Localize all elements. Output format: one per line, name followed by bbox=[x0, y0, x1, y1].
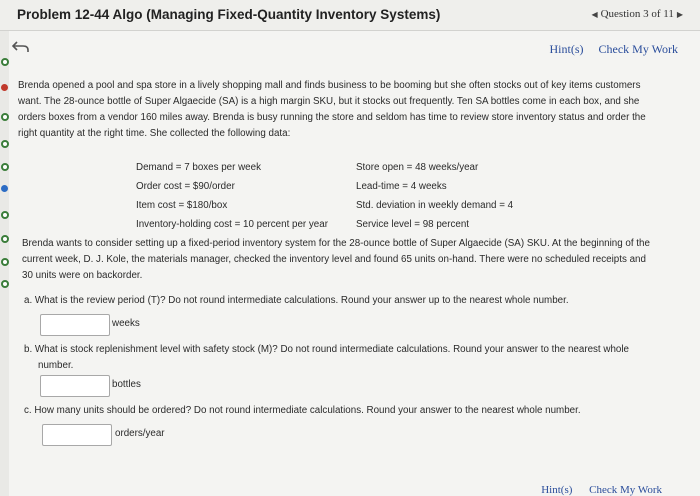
question-counter: Question 3 of 11 bbox=[600, 8, 674, 20]
left-progress-bar bbox=[0, 0, 9, 496]
prev-question-icon[interactable]: ◀ bbox=[591, 10, 598, 19]
status-dot bbox=[1, 140, 9, 148]
scenario-line: Brenda wants to consider setting up a fixed-period inventory system for the 28-ounce bottle of Super Algaecide (SA) SKU. At the beginning of the bbox=[22, 238, 650, 249]
status-dot bbox=[1, 58, 9, 66]
intro-paragraph bbox=[18, 78, 690, 142]
data-item: Demand = 7 boxes per week bbox=[136, 162, 261, 173]
scenario-line: 30 units were on backorder. bbox=[22, 270, 143, 281]
page-title: Problem 12-44 Algo (Managing Fixed-Quantity Inventory Systems) bbox=[17, 7, 441, 22]
intro-line: want. The 28-ounce bottle of Super Algaecide (SA) is a high margin SKU, but it stocks out frequently. Ten SA bottles come in each box, and she bbox=[18, 96, 640, 107]
intro-line: right quantity at the right time. She collected the following data: bbox=[18, 128, 291, 139]
question-b bbox=[24, 342, 629, 374]
data-item: Item cost = $180/box bbox=[136, 200, 228, 211]
answer-b-unit: bottles bbox=[112, 379, 141, 390]
data-item: Lead-time = 4 weeks bbox=[356, 181, 447, 192]
question-a: a. What is the review period (T)? Do not round intermediate calculations. Round your answer up to the nearest whole number. bbox=[24, 295, 569, 306]
question-b-line: b. What is stock replenishment level with safety stock (M)? Do not round intermediate calculations. Round your answer to the nearest whole bbox=[24, 344, 629, 355]
scenario-paragraph bbox=[22, 236, 686, 284]
data-item: Store open = 48 weeks/year bbox=[356, 162, 479, 173]
data-column-right bbox=[356, 158, 513, 234]
undo-icon[interactable] bbox=[12, 38, 30, 54]
answer-c-unit: orders/year bbox=[115, 428, 165, 439]
status-dot bbox=[1, 185, 8, 192]
answer-b-input[interactable] bbox=[40, 375, 110, 397]
answer-a-unit: weeks bbox=[112, 318, 140, 329]
footer-hints-bar bbox=[527, 484, 662, 496]
status-dot bbox=[1, 113, 9, 121]
data-item: Inventory-holding cost = 10 percent per year bbox=[136, 219, 328, 230]
check-my-work-link[interactable]: Check My Work bbox=[598, 42, 678, 56]
data-item: Service level = 98 percent bbox=[356, 219, 469, 230]
question-c: c. How many units should be ordered? Do not round intermediate calculations. Round your answer to the nearest whole number. bbox=[24, 405, 581, 416]
status-dot bbox=[1, 280, 9, 288]
data-item: Std. deviation in weekly demand = 4 bbox=[356, 200, 514, 211]
question-navigator bbox=[588, 8, 686, 20]
data-item: Order cost = $90/order bbox=[136, 181, 235, 192]
status-dot bbox=[1, 84, 8, 91]
answer-c-input[interactable] bbox=[42, 424, 112, 446]
answer-a-input[interactable] bbox=[40, 314, 110, 336]
status-dot bbox=[1, 163, 9, 171]
status-dot bbox=[1, 211, 9, 219]
footer-hints-link[interactable]: Hint(s) bbox=[541, 484, 573, 496]
data-column-left bbox=[136, 158, 328, 234]
status-dot bbox=[1, 235, 9, 243]
scenario-line: current week, D. J. Kole, the materials manager, checked the inventory level and found 65 units on-hand. There were no scheduled receipts and bbox=[22, 254, 646, 265]
next-question-icon[interactable]: ▶ bbox=[676, 10, 683, 19]
hints-link[interactable]: Hint(s) bbox=[549, 42, 584, 56]
footer-check-my-work-link[interactable]: Check My Work bbox=[589, 484, 662, 496]
intro-line: Brenda opened a pool and spa store in a lively shopping mall and finds business to be booming but she often stocks out of key items customers bbox=[18, 80, 641, 91]
intro-line: orders boxes from a vendor 160 miles away. Brenda is busy running the store and seldom has time to review store inventory status and order the bbox=[18, 112, 646, 123]
question-b-line: number. bbox=[38, 360, 74, 371]
status-dot bbox=[1, 258, 9, 266]
hints-bar bbox=[538, 42, 678, 57]
title-bar bbox=[0, 0, 700, 31]
